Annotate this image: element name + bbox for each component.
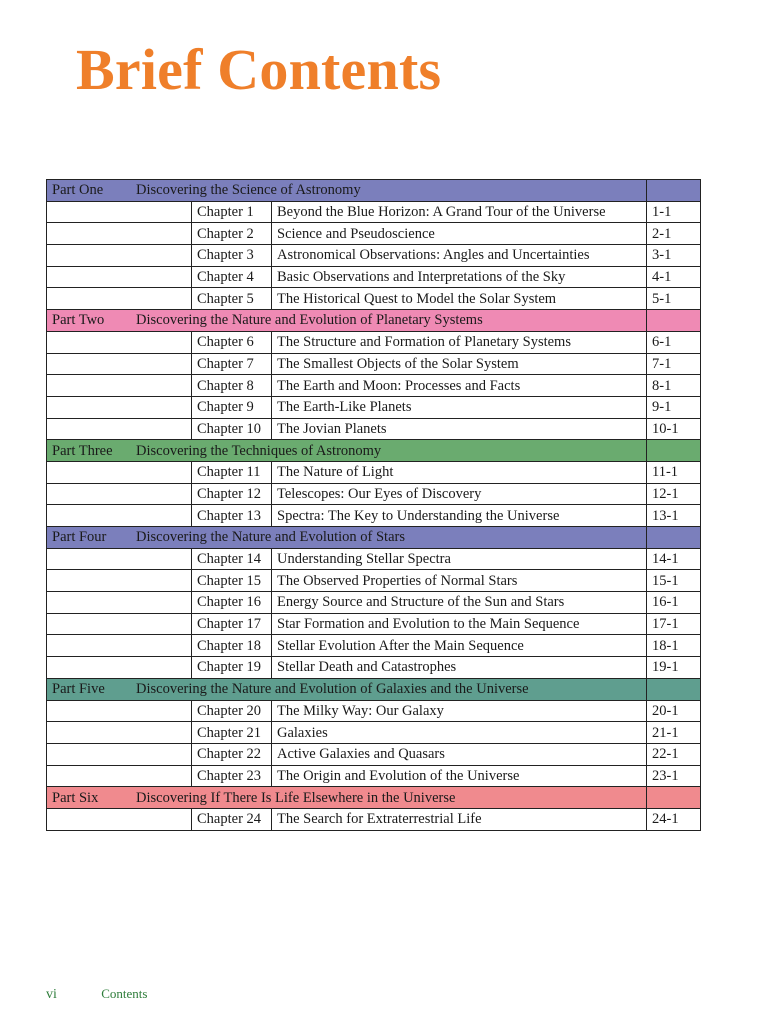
chapter-title: The Jovian Planets	[272, 418, 647, 440]
chapter-number: Chapter 10	[192, 418, 272, 440]
chapter-page: 7-1	[647, 353, 701, 375]
chapter-number: Chapter 17	[192, 613, 272, 635]
chapter-indent-cell	[47, 245, 192, 267]
chapter-number: Chapter 20	[192, 700, 272, 722]
chapter-number: Chapter 2	[192, 223, 272, 245]
chapter-row	[47, 201, 701, 223]
part-row	[47, 310, 701, 332]
chapter-title: Galaxies	[272, 722, 647, 744]
chapter-page: 16-1	[647, 592, 701, 614]
chapter-row	[47, 461, 701, 483]
part-label: Part Six	[52, 789, 99, 806]
chapter-page: 22-1	[647, 743, 701, 765]
chapter-page: 3-1	[647, 245, 701, 267]
chapter-row	[47, 375, 701, 397]
chapter-page: 11-1	[647, 461, 701, 483]
part-title: Discovering the Nature and Evolution of Galaxies and the Universe	[136, 681, 529, 698]
chapter-indent-cell	[47, 201, 192, 223]
chapter-row	[47, 505, 701, 527]
part-heading-cell	[47, 787, 647, 809]
chapter-indent-cell	[47, 461, 192, 483]
chapter-row	[47, 288, 701, 310]
chapter-row	[47, 570, 701, 592]
chapter-title: Understanding Stellar Spectra	[272, 548, 647, 570]
part-row	[47, 440, 701, 462]
chapter-number: Chapter 16	[192, 592, 272, 614]
chapter-number: Chapter 23	[192, 765, 272, 787]
chapter-number: Chapter 22	[192, 743, 272, 765]
part-heading-cell	[47, 310, 647, 332]
chapter-title: The Nature of Light	[272, 461, 647, 483]
chapter-number: Chapter 15	[192, 570, 272, 592]
chapter-indent-cell	[47, 570, 192, 592]
chapter-number: Chapter 18	[192, 635, 272, 657]
part-heading-cell	[47, 678, 647, 700]
part-label: Part Three	[52, 442, 113, 459]
chapter-title: The Smallest Objects of the Solar System	[272, 353, 647, 375]
chapter-page: 8-1	[647, 375, 701, 397]
chapter-title: The Earth-Like Planets	[272, 396, 647, 418]
chapter-number: Chapter 9	[192, 396, 272, 418]
part-label: Part One	[52, 182, 104, 199]
chapter-row	[47, 808, 701, 830]
chapter-row	[47, 722, 701, 744]
chapter-title: The Search for Extraterrestrial Life	[272, 808, 647, 830]
part-page-cell	[647, 527, 701, 549]
chapter-page: 19-1	[647, 657, 701, 679]
chapter-number: Chapter 12	[192, 483, 272, 505]
chapter-title: Star Formation and Evolution to the Main Sequence	[272, 613, 647, 635]
part-label: Part Five	[52, 681, 105, 698]
chapter-page: 17-1	[647, 613, 701, 635]
chapter-number: Chapter 3	[192, 245, 272, 267]
part-row	[47, 180, 701, 202]
part-heading-cell	[47, 527, 647, 549]
chapter-page: 24-1	[647, 808, 701, 830]
chapter-title: Spectra: The Key to Understanding the Universe	[272, 505, 647, 527]
part-page-cell	[647, 180, 701, 202]
chapter-indent-cell	[47, 635, 192, 657]
chapter-number: Chapter 1	[192, 201, 272, 223]
part-title: Discovering the Science of Astronomy	[136, 182, 361, 199]
chapter-number: Chapter 14	[192, 548, 272, 570]
chapter-indent-cell	[47, 288, 192, 310]
chapter-indent-cell	[47, 592, 192, 614]
chapter-indent-cell	[47, 483, 192, 505]
chapter-title: The Observed Properties of Normal Stars	[272, 570, 647, 592]
chapter-title: The Structure and Formation of Planetary Systems	[272, 331, 647, 353]
chapter-page: 4-1	[647, 266, 701, 288]
chapter-number: Chapter 4	[192, 266, 272, 288]
chapter-number: Chapter 24	[192, 808, 272, 830]
chapter-number: Chapter 5	[192, 288, 272, 310]
part-row	[47, 527, 701, 549]
chapter-row	[47, 657, 701, 679]
part-label: Part Two	[52, 312, 105, 329]
chapter-title: Stellar Evolution After the Main Sequence	[272, 635, 647, 657]
chapter-indent-cell	[47, 765, 192, 787]
chapter-page: 23-1	[647, 765, 701, 787]
chapter-indent-cell	[47, 353, 192, 375]
part-title: Discovering the Techniques of Astronomy	[136, 442, 382, 459]
chapter-number: Chapter 19	[192, 657, 272, 679]
chapter-title: Basic Observations and Interpretations of the Sky	[272, 266, 647, 288]
chapter-number: Chapter 13	[192, 505, 272, 527]
chapter-page: 13-1	[647, 505, 701, 527]
chapter-indent-cell	[47, 418, 192, 440]
chapter-indent-cell	[47, 223, 192, 245]
part-page-cell	[647, 787, 701, 809]
chapter-row	[47, 223, 701, 245]
chapter-row	[47, 353, 701, 375]
chapter-page: 5-1	[647, 288, 701, 310]
footer-page-number: vi	[46, 987, 57, 1002]
chapter-row	[47, 266, 701, 288]
chapter-indent-cell	[47, 657, 192, 679]
chapter-indent-cell	[47, 396, 192, 418]
part-page-cell	[647, 310, 701, 332]
chapter-row	[47, 418, 701, 440]
chapter-row	[47, 613, 701, 635]
page-footer	[46, 986, 147, 1003]
chapter-indent-cell	[47, 548, 192, 570]
chapter-title: Telescopes: Our Eyes of Discovery	[272, 483, 647, 505]
chapter-page: 10-1	[647, 418, 701, 440]
part-heading-cell	[47, 440, 647, 462]
chapter-page: 15-1	[647, 570, 701, 592]
chapter-number: Chapter 6	[192, 331, 272, 353]
chapter-title: The Earth and Moon: Processes and Facts	[272, 375, 647, 397]
chapter-number: Chapter 8	[192, 375, 272, 397]
part-row	[47, 787, 701, 809]
part-page-cell	[647, 440, 701, 462]
chapter-title: Science and Pseudoscience	[272, 223, 647, 245]
chapter-number: Chapter 7	[192, 353, 272, 375]
part-title: Discovering the Nature and Evolution of Planetary Systems	[136, 312, 483, 329]
chapter-indent-cell	[47, 613, 192, 635]
chapter-row	[47, 592, 701, 614]
part-page-cell	[647, 678, 701, 700]
chapter-title: Astronomical Observations: Angles and Uncertainties	[272, 245, 647, 267]
chapter-page: 21-1	[647, 722, 701, 744]
chapter-row	[47, 331, 701, 353]
chapter-row	[47, 700, 701, 722]
chapter-indent-cell	[47, 266, 192, 288]
chapter-page: 18-1	[647, 635, 701, 657]
chapter-title: The Historical Quest to Model the Solar System	[272, 288, 647, 310]
chapter-title: The Milky Way: Our Galaxy	[272, 700, 647, 722]
chapter-row	[47, 635, 701, 657]
contents-table	[46, 179, 701, 831]
part-title: Discovering If There Is Life Elsewhere in the Universe	[136, 789, 456, 806]
chapter-page: 12-1	[647, 483, 701, 505]
chapter-number: Chapter 21	[192, 722, 272, 744]
page-title: Brief Contents	[76, 37, 442, 102]
chapter-page: 20-1	[647, 700, 701, 722]
chapter-row	[47, 396, 701, 418]
chapter-page: 1-1	[647, 201, 701, 223]
chapter-title: The Origin and Evolution of the Universe	[272, 765, 647, 787]
chapter-page: 2-1	[647, 223, 701, 245]
chapter-title: Beyond the Blue Horizon: A Grand Tour of the Universe	[272, 201, 647, 223]
chapter-number: Chapter 11	[192, 461, 272, 483]
chapter-indent-cell	[47, 722, 192, 744]
chapter-row	[47, 548, 701, 570]
chapter-indent-cell	[47, 331, 192, 353]
part-title: Discovering the Nature and Evolution of Stars	[136, 529, 405, 546]
footer-section-label: Contents	[101, 986, 148, 1001]
chapter-page: 6-1	[647, 331, 701, 353]
chapter-row	[47, 765, 701, 787]
part-label: Part Four	[52, 529, 107, 546]
chapter-page: 14-1	[647, 548, 701, 570]
chapter-row	[47, 245, 701, 267]
chapter-title: Stellar Death and Catastrophes	[272, 657, 647, 679]
chapter-title: Active Galaxies and Quasars	[272, 743, 647, 765]
chapter-indent-cell	[47, 505, 192, 527]
chapter-title: Energy Source and Structure of the Sun and Stars	[272, 592, 647, 614]
chapter-page: 9-1	[647, 396, 701, 418]
chapter-indent-cell	[47, 743, 192, 765]
chapter-indent-cell	[47, 375, 192, 397]
chapter-row	[47, 483, 701, 505]
chapter-row	[47, 743, 701, 765]
chapter-indent-cell	[47, 808, 192, 830]
part-row	[47, 678, 701, 700]
part-heading-cell	[47, 180, 647, 202]
chapter-indent-cell	[47, 700, 192, 722]
